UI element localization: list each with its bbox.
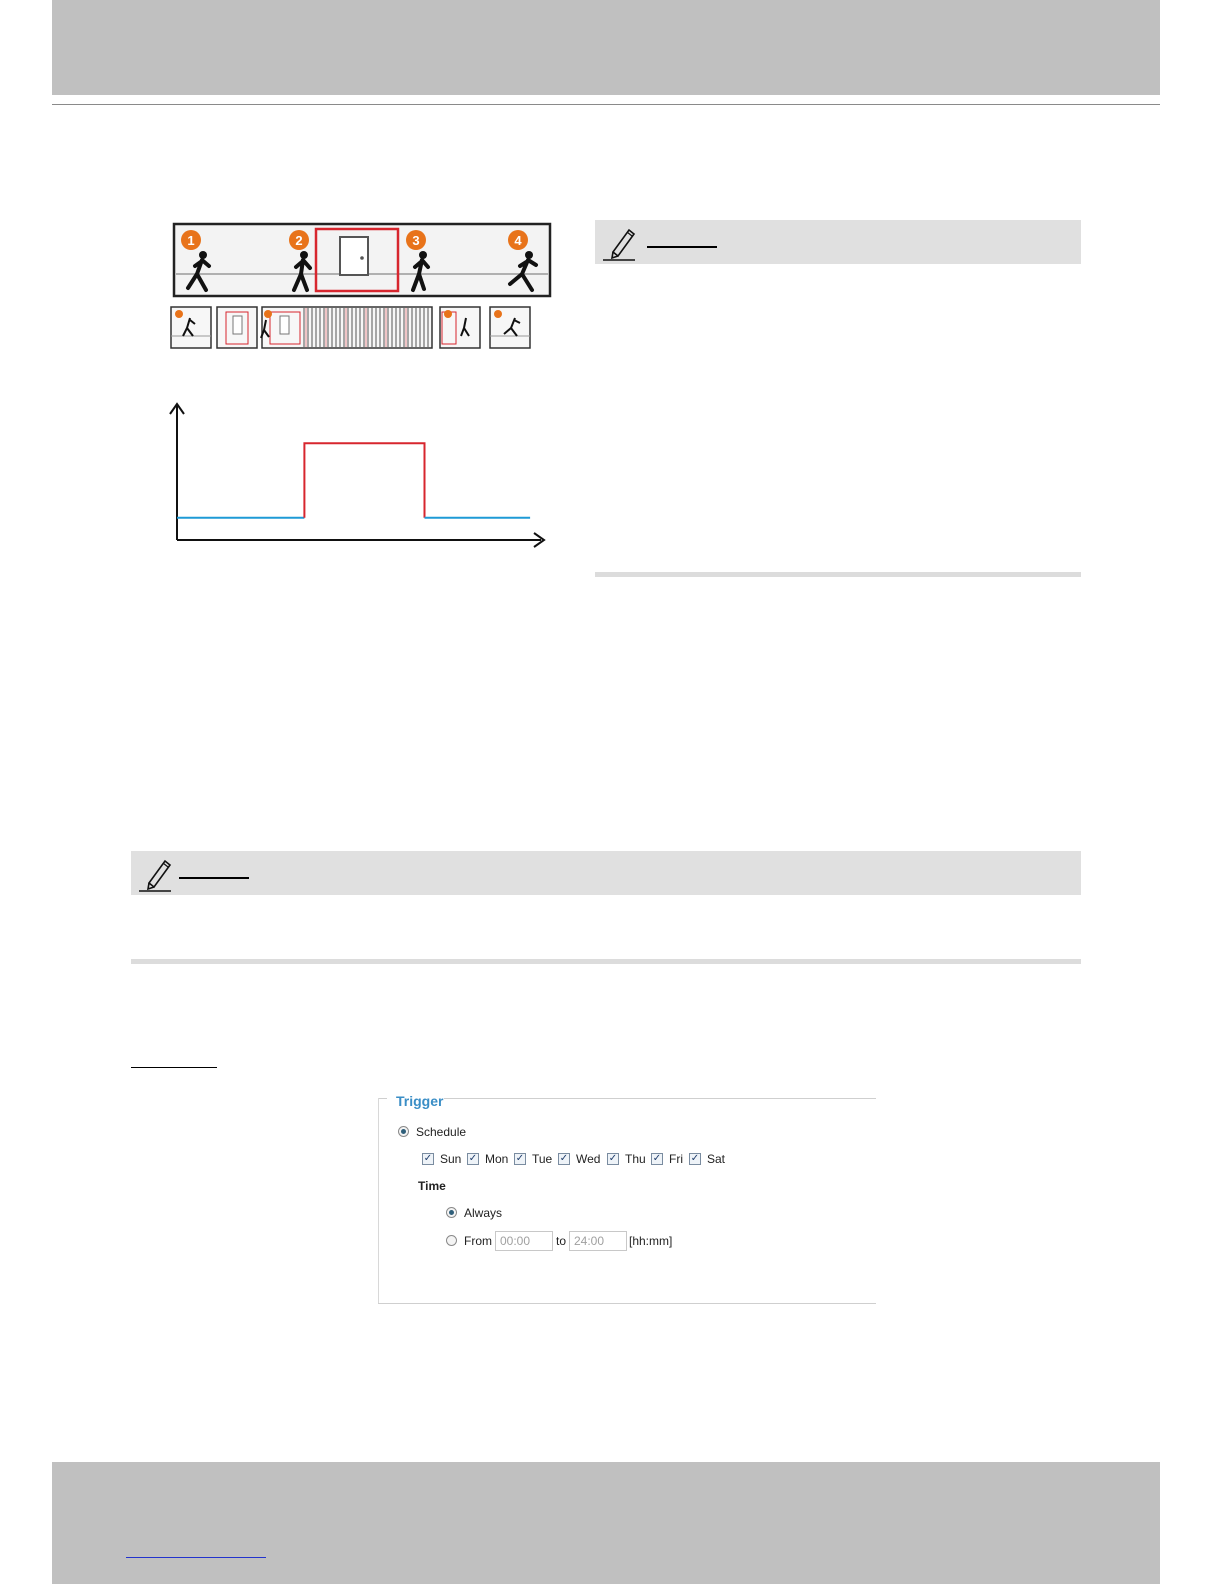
trigger-legend: Trigger [396, 1093, 444, 1109]
day-label-tue: Tue [532, 1152, 553, 1166]
door-icon [340, 237, 368, 275]
fieldset-border [378, 1303, 876, 1304]
svg-text:4: 4 [514, 233, 522, 248]
pencil-icon [137, 855, 173, 893]
day-label-wed: Wed [576, 1152, 601, 1166]
day-checkbox-fri[interactable]: ✓ [652, 1153, 662, 1164]
to-time-input[interactable]: 24:00 [569, 1231, 627, 1251]
trigger-state-chart [165, 398, 555, 553]
note-box-2-bottom-rule [131, 959, 1081, 964]
series-layer [177, 443, 530, 518]
day-label-sun: Sun [440, 1152, 462, 1166]
marker-2 [289, 230, 309, 250]
day-checkbox-tue[interactable]: ✓ [515, 1153, 525, 1164]
frame-sequence-strip [171, 307, 530, 348]
svg-text:3: 3 [412, 233, 420, 248]
day-label-thu: Thu [625, 1152, 646, 1166]
schedule-radio[interactable] [398, 1126, 409, 1137]
page-header-bar [52, 0, 1160, 95]
footer-link-underline[interactable] [126, 1557, 266, 1558]
from-radio[interactable] [446, 1235, 457, 1246]
note-box-1-bottom-rule [595, 572, 1081, 577]
fieldset-border [378, 1098, 387, 1099]
day-checkbox-thu[interactable]: ✓ [608, 1153, 618, 1164]
always-radio[interactable] [446, 1207, 457, 1218]
svg-text:1: 1 [187, 233, 195, 248]
always-label: Always [464, 1206, 503, 1220]
series-line-2 [304, 443, 424, 518]
note-box-2 [131, 851, 1081, 895]
section-heading-underline [131, 1067, 217, 1068]
fieldset-border [444, 1098, 876, 1099]
chart-axes [170, 404, 544, 547]
from-time-input[interactable]: 00:00 [495, 1231, 553, 1251]
pencil-icon [601, 224, 637, 262]
tripwire-illustration [168, 220, 558, 355]
day-label-fri: Fri [669, 1152, 683, 1166]
from-label: From [464, 1234, 492, 1248]
note-heading-underline [647, 246, 717, 248]
day-checkbox-sat[interactable]: ✓ [690, 1153, 700, 1164]
to-label: to [556, 1234, 567, 1248]
day-label-sat: Sat [707, 1152, 726, 1166]
day-checkbox-sun[interactable]: ✓ [423, 1153, 433, 1164]
header-divider [52, 104, 1160, 105]
page-footer-bar [52, 1462, 1160, 1584]
marker-3 [406, 230, 426, 250]
marker-4 [508, 230, 528, 250]
schedule-label: Schedule [416, 1125, 467, 1139]
svg-text:2: 2 [295, 233, 303, 248]
note-heading-underline [179, 877, 249, 879]
time-heading: Time [418, 1179, 446, 1193]
marker-1 [181, 230, 201, 250]
day-label-mon: Mon [485, 1152, 509, 1166]
day-checkbox-wed[interactable]: ✓ [559, 1153, 569, 1164]
day-checkbox-mon[interactable]: ✓ [468, 1153, 478, 1164]
fieldset-border [378, 1098, 379, 1304]
note-box-1 [595, 220, 1081, 264]
time-unit-label: [hh:mm] [629, 1234, 673, 1248]
